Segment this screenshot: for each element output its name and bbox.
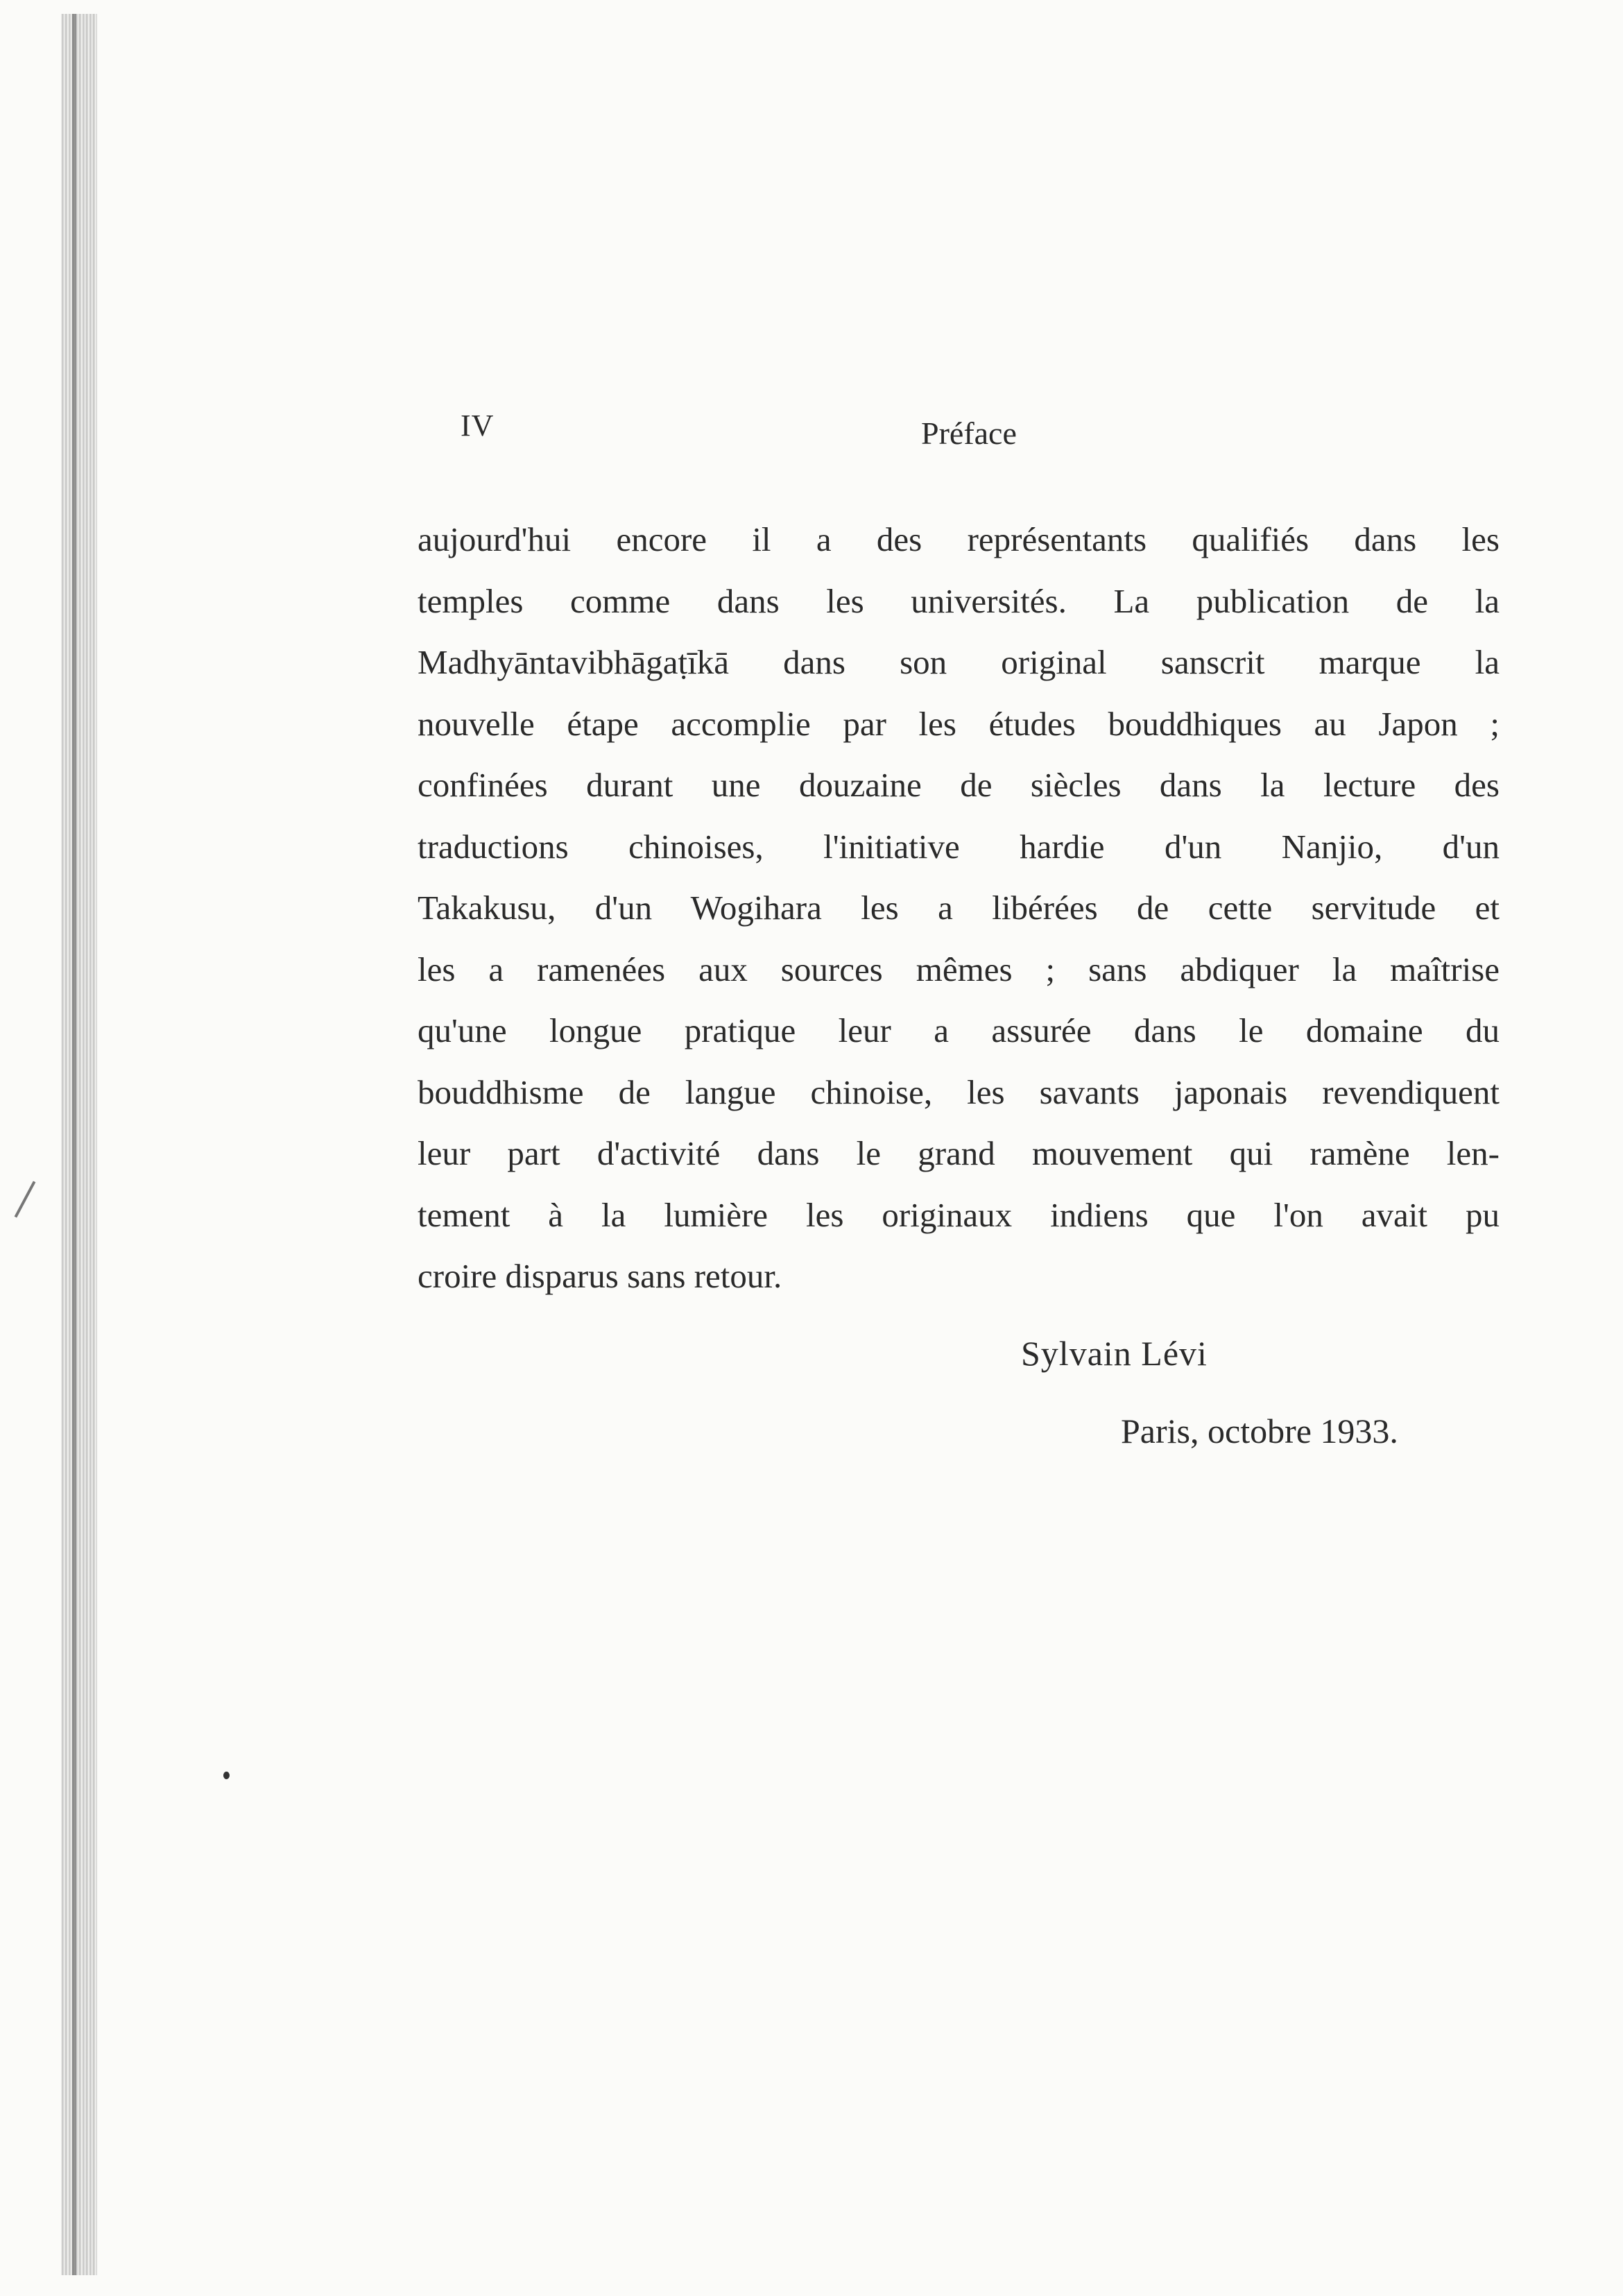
text-line: Madhyāntavibhāgaṭīkā dans son original sanscrit marque la [418, 643, 1500, 681]
place-date: Paris, octobre 1933. [1121, 1412, 1398, 1450]
binding-shadow [72, 14, 76, 2275]
text-line: leur part d'activité dans le grand mouvement qui ramène len- [418, 1134, 1500, 1172]
text-line: Takakusu, d'un Wogihara les a libérées de cette servitude et [418, 889, 1500, 927]
text-line: traductions chinoises, l'initiative hardie d'un Nanjio, d'un [418, 827, 1500, 866]
text-line: temples comme dans les universités. La publication de la [418, 581, 1500, 620]
stray-pencil-mark [15, 1181, 36, 1217]
text-line: aujourd'hui encore il a des représentants qualifiés dans les [418, 520, 1500, 558]
running-title: Préface [921, 415, 1017, 451]
binding-edge [61, 14, 97, 2275]
text-line: croire disparus sans retour. [418, 1257, 782, 1295]
text-line: tement à la lumière les originaux indiens que l'on avait pu [418, 1195, 1500, 1234]
text-line: les a ramenées aux sources mêmes ; sans abdiquer la maîtrise [418, 950, 1500, 988]
author-signature: Sylvain Lévi [1021, 1334, 1208, 1373]
text-line: nouvelle étape accomplie par les études bouddhiques au Japon ; [418, 704, 1500, 743]
text-line: bouddhisme de langue chinoise, les savants japonais revendiquent [418, 1072, 1500, 1111]
text-line: qu'une longue pratique leur a assurée dans le domaine du [418, 1011, 1500, 1050]
preface-paragraph [418, 509, 1500, 1308]
text-line: confinées durant une douzaine de siècles dans la lecture des [418, 766, 1500, 804]
ink-dot [223, 1772, 230, 1779]
page-folio: IV [461, 409, 495, 443]
